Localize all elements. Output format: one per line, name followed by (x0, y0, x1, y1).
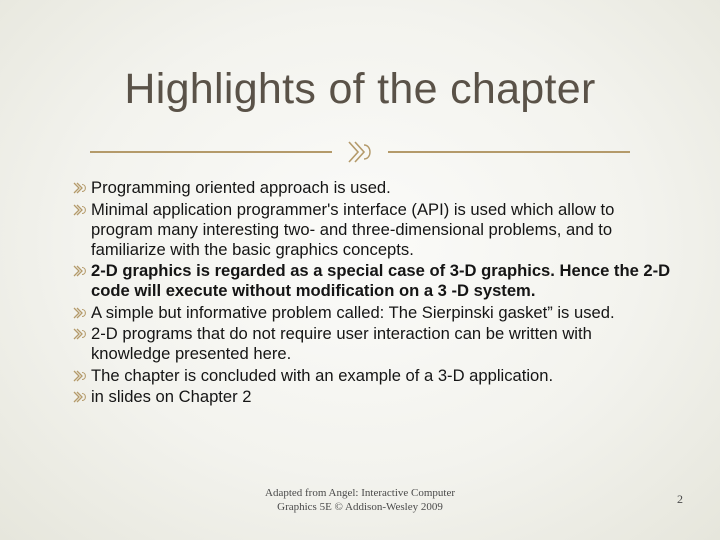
bullet-text: 2-D programs that do not require user interaction can be written with knowledge presented here. (91, 324, 592, 363)
ornamental-bullet-icon (73, 307, 87, 319)
ornamental-bullet-icon (73, 391, 87, 403)
list-item (73, 324, 673, 364)
page-number: 2 (677, 492, 683, 506)
list-item (73, 303, 673, 323)
divider-line-left (90, 151, 332, 153)
title-divider (90, 140, 630, 164)
bullet-list (73, 178, 673, 409)
ornamental-bullet-icon (73, 182, 87, 194)
bullet-text: Minimal application programmer's interface (API) is used which allow to program many interesting two- and three-dimensional problems, and to familiarize with the basic graphics concepts. (91, 199, 615, 259)
ornamental-bullet-icon (73, 265, 87, 277)
list-item (73, 261, 673, 301)
ornamental-bullet-icon (346, 140, 374, 164)
bullet-text: A simple but informative problem called: The Sierpinski gasket” is used. (91, 302, 615, 322)
list-item (73, 366, 673, 386)
list-item (73, 387, 673, 407)
bullet-text: 2-D graphics is regarded as a special case of 3-D graphics. Hence the 2-D code will execute without modification on a 3 -D system. (91, 261, 671, 300)
bullet-text: Programming oriented approach is used. (91, 178, 391, 197)
divider-line-right (388, 151, 630, 153)
ornamental-bullet-icon (73, 370, 87, 382)
ornamental-bullet-icon (73, 204, 87, 216)
bullet-text: The chapter is concluded with an example of a 3-D application. (91, 365, 554, 385)
bullet-text: in slides on Chapter 2 (91, 387, 252, 406)
list-item (73, 200, 673, 260)
footer-line-1: Adapted from Angel: Interactive Computer (265, 487, 455, 499)
footer-line-2: Graphics 5E © Addison-Wesley 2009 (277, 501, 443, 513)
ornamental-bullet-icon (73, 328, 87, 340)
slide-title: Highlights of the chapter (124, 65, 596, 113)
list-item (73, 178, 673, 198)
slide-footer (240, 486, 480, 514)
